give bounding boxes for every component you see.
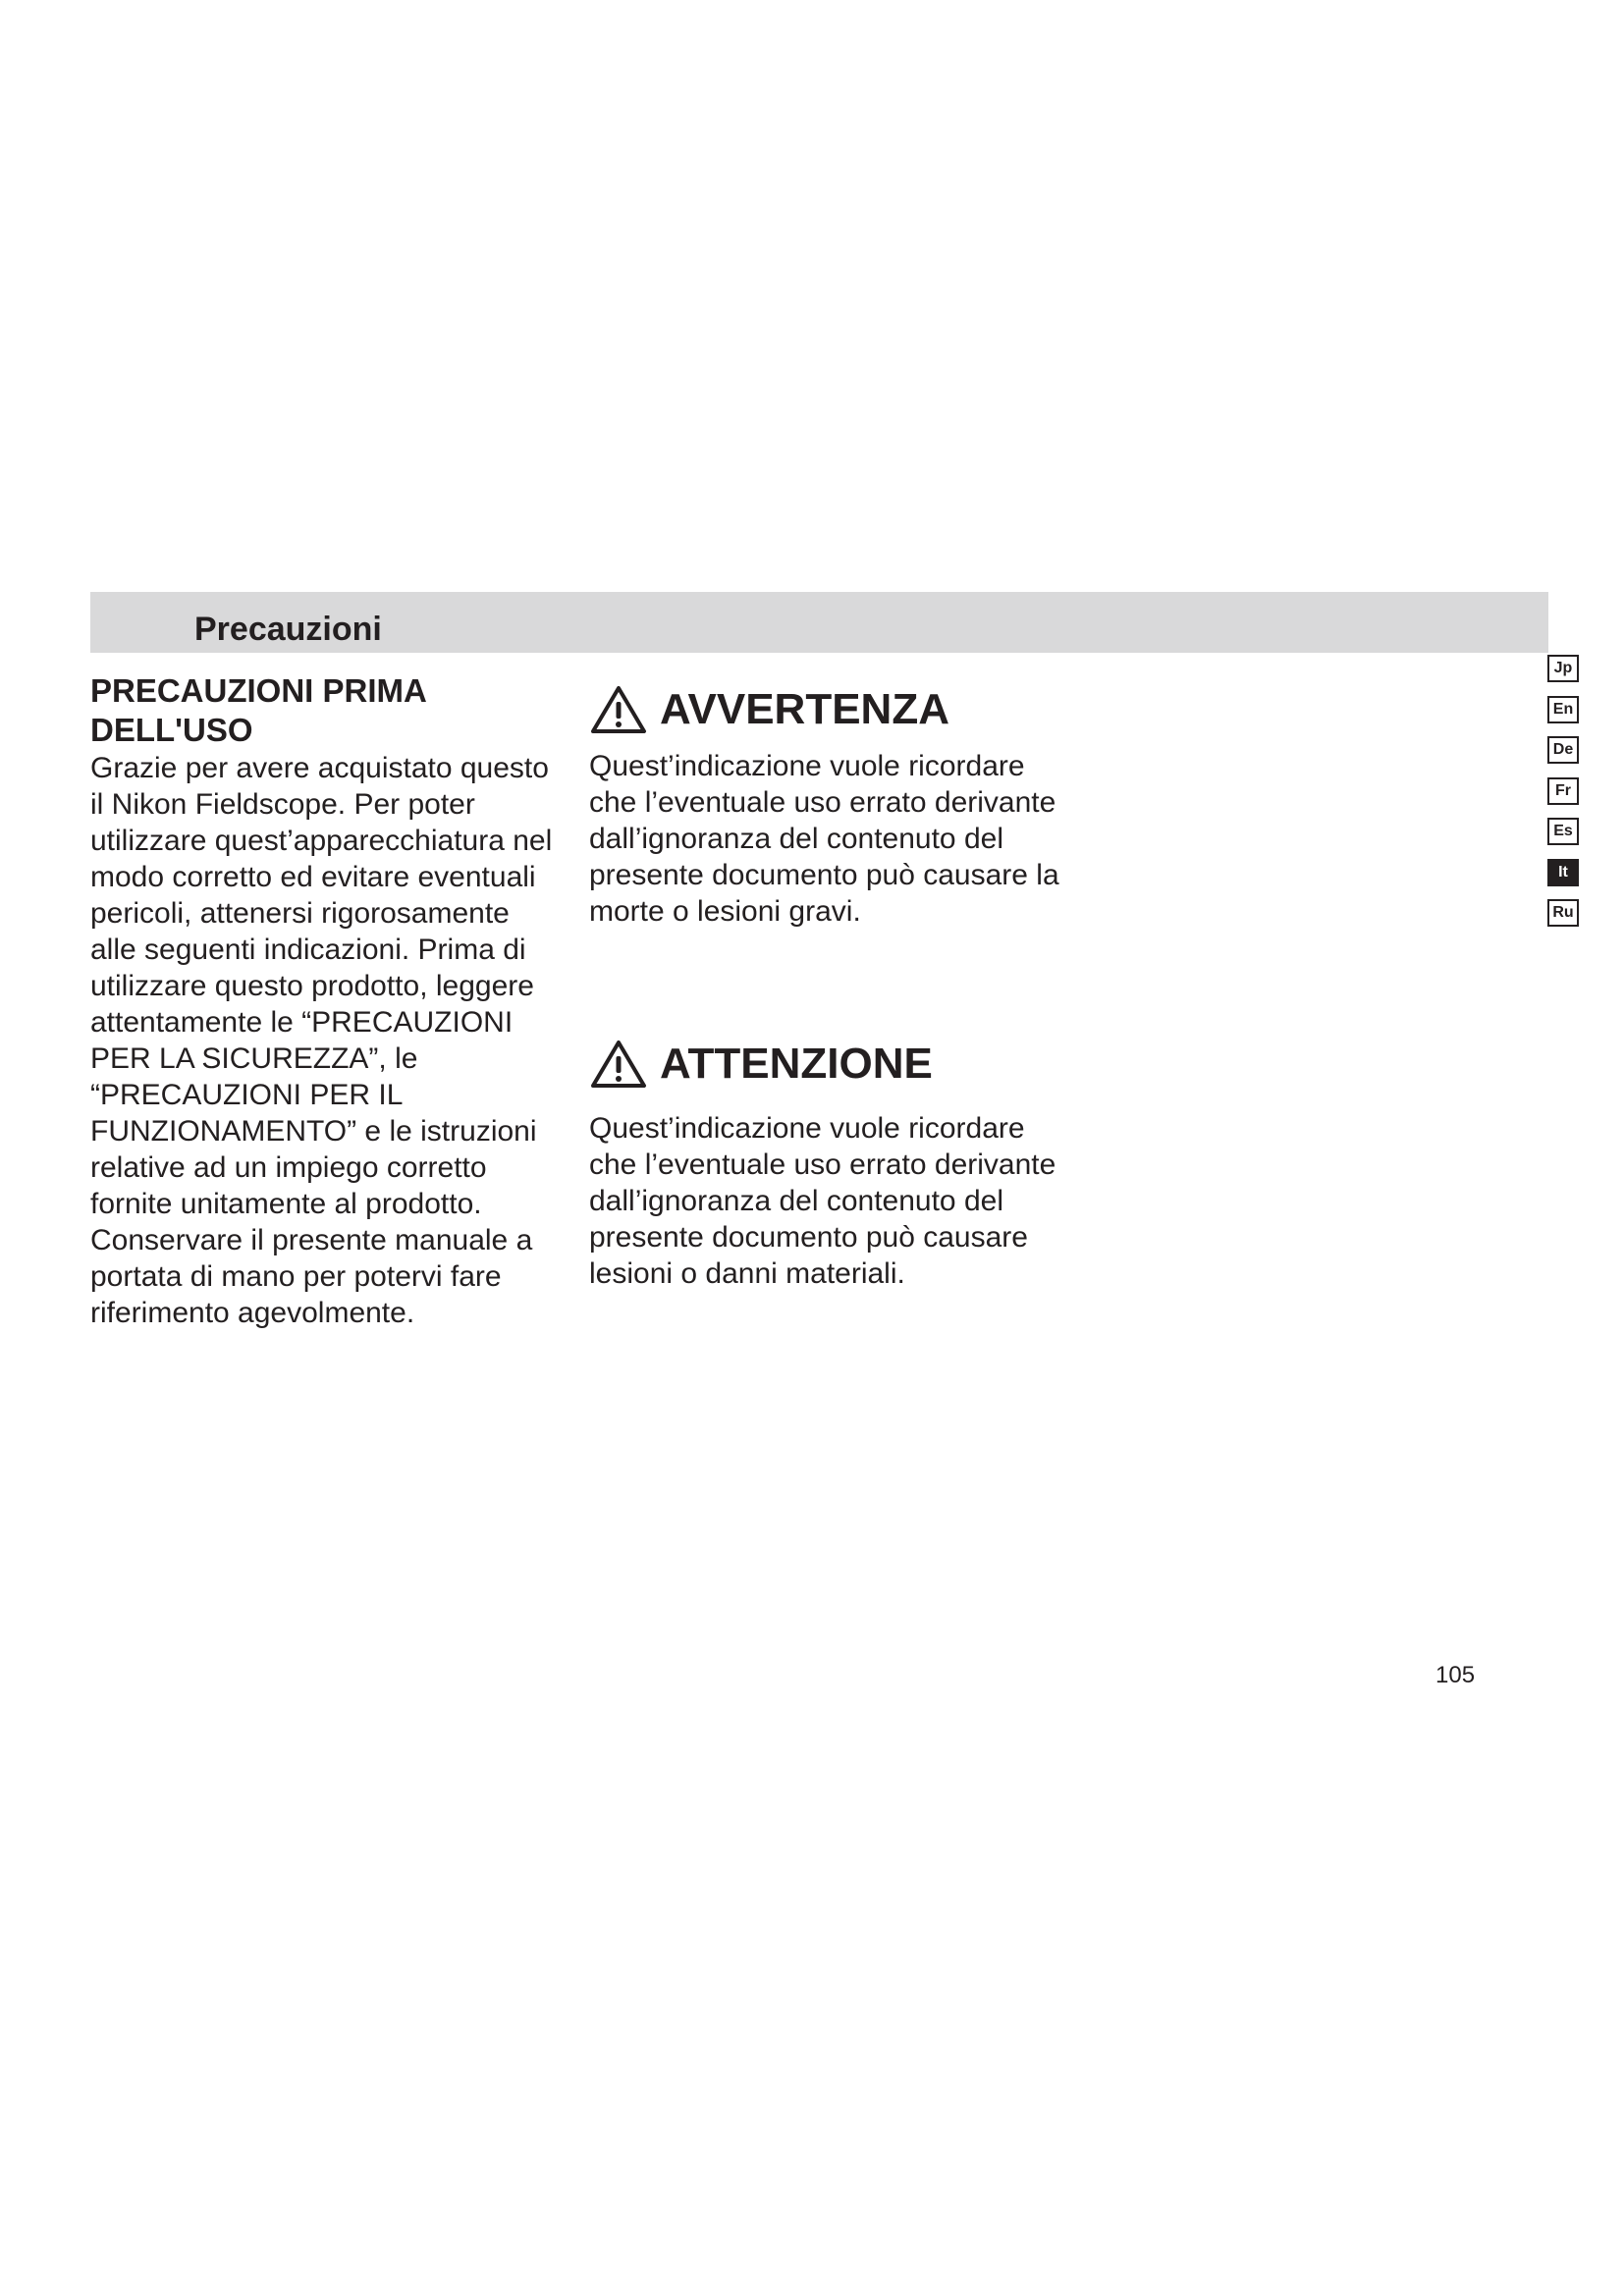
- language-tab-en: En: [1547, 696, 1579, 723]
- section-title: Precauzioni: [194, 611, 382, 648]
- warning-block: [589, 679, 1060, 930]
- page-number: 105: [1435, 1662, 1476, 1688]
- language-tab-es: Es: [1547, 818, 1579, 845]
- language-tab-it: It: [1547, 859, 1579, 886]
- language-tab-de: De: [1547, 736, 1579, 764]
- warning-triangle-icon: [589, 1039, 648, 1090]
- caution-block: [589, 1034, 1060, 1292]
- caution-body: Quest’indicazione vuole ricordare che l’eventuale uso errato derivante dall’ignoranza del contenuto del presente documento può causare lesioni o danni materiali.: [589, 1112, 1056, 1290]
- warning-body: Quest’indicazione vuole ricordare che l’eventuale uso errato derivante dall’ignoranza del contenuto del presente documento può causare la morte o lesioni gravi.: [589, 750, 1059, 928]
- language-tab-ru: Ru: [1547, 899, 1579, 927]
- language-tab-fr: Fr: [1547, 777, 1579, 805]
- caution-heading: [589, 1034, 1060, 1095]
- intro-heading: PRECAUZIONI PRIMA DELL'USO: [90, 672, 426, 748]
- warning-title: AVVERTENZA: [660, 685, 949, 733]
- section-header-bar: [90, 592, 1548, 653]
- warning-heading: [589, 679, 1060, 740]
- language-tabs: [1547, 655, 1583, 940]
- intro-column: [90, 671, 562, 1331]
- intro-body: Grazie per avere acquistato questo il Nikon Fieldscope. Per poter utilizzare quest’apparecchiatura nel modo corretto ed evitare eventuali pericoli, attenersi rigorosamente alle seguenti indicazioni. Prima di utilizzare questo prodotto, leggere attentamente le “PRECAUZIONI PER LA SICUREZZA”, le “PRECAUZIONI PER IL FUNZIONAMENTO” e le istruzioni relative ad un impiego corretto fornite unitamente al prodotto. Conservare il presente manuale a portata di mano per potervi fare riferimento agevolmente.: [90, 752, 553, 1329]
- warning-triangle-icon: [589, 684, 648, 735]
- language-tab-jp: Jp: [1547, 655, 1579, 682]
- caution-title: ATTENZIONE: [660, 1040, 933, 1088]
